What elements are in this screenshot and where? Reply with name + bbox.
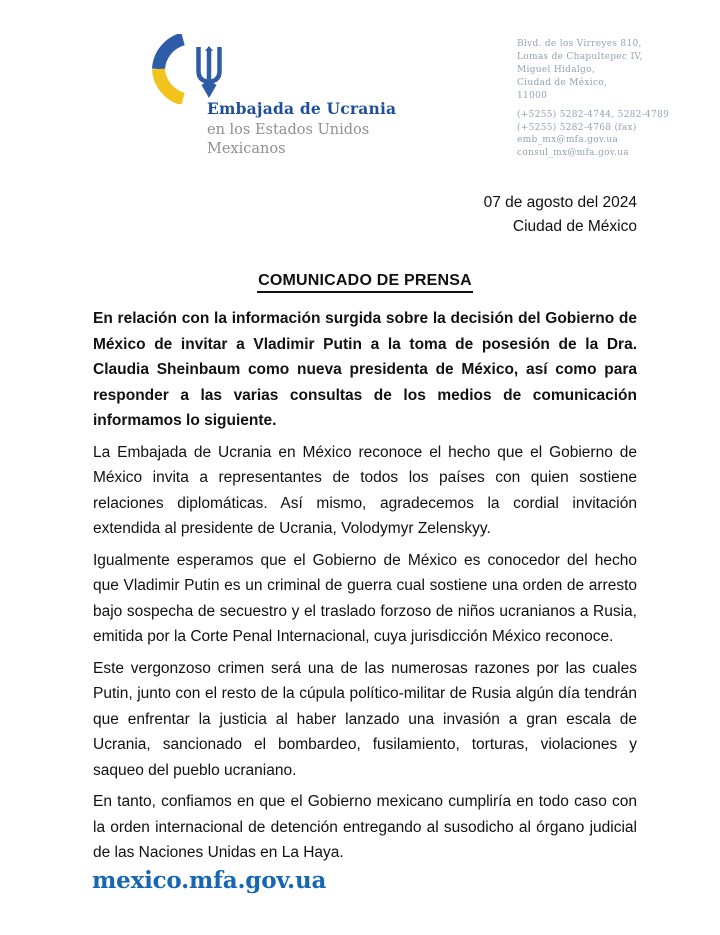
address-line: Blvd. de los Virreyes 810,	[517, 39, 642, 49]
date-text: 07 de agosto del 2024	[483, 194, 637, 211]
address-line: 11000	[517, 91, 548, 101]
fax-line: (+5255) 5282-4768 (fax)	[517, 122, 637, 133]
contact-block	[517, 109, 669, 159]
address-line: Miguel Hidalgo,	[517, 65, 595, 75]
ukraine-crescent-arc-icon	[152, 34, 188, 109]
paragraph-hague: En tanto, confiamos en que el Gobierno mexicano cumpliría en todo caso con la orden internacional de detención entregando al susodicho al órgano judicial de las Naciones Unidas en La Haya.	[93, 793, 637, 861]
document-title: COMUNICADO DE PRENSA	[93, 272, 637, 293]
embassy-email-link[interactable]: emb_mx@mfa.gov.ua	[517, 135, 619, 145]
dateline	[484, 191, 637, 238]
document-body	[93, 306, 637, 872]
consular-email-link[interactable]: consul_mx@mfa.gov.ua	[517, 147, 629, 158]
address-line: Lomas de Chapultepec IV,	[517, 52, 643, 62]
embassy-subtitle-line2: Mexicanos	[207, 141, 286, 157]
embassy-website-link[interactable]: mexico.mfa.gov.ua	[92, 867, 327, 894]
paragraph-intro: En relación con la información surgida sobre la decisión del Gobierno de México de invitar a Vladimir Putin a la toma de posesión de la Dra. Claudia Sheinbaum como nueva presidenta de México, así como para responder a las varias consultas de los medios de comunicación informamos lo siguiente.	[93, 310, 637, 429]
embassy-name: Embajada de Ucrania	[207, 99, 397, 118]
address-line: Ciudad de México,	[517, 78, 608, 88]
embassy-address-block	[517, 38, 669, 159]
paragraph-recognition: La Embajada de Ucrania en México reconoce el hecho que el Gobierno de México invita a representantes de todos los países con quien sostiene relaciones diplomáticas. Así mismo, agradecemos la cordial invitación extendida al presidente de Ucrania, Volodymyr Zelenskyy.	[93, 443, 637, 537]
paragraph-justice: Este vergonzoso crimen será una de las numerosas razones por las cuales Putin, junto con el resto de la cúpula político-militar de Rusia algún día tendrán que enfrentar la justicia al haber lanzado una invasión a gran escala de Ucrania, sancionado el bombardeo, fusilamiento, torturas, violaciones y saqueo del pueblo ucraniano.	[93, 659, 637, 779]
ukraine-trident-icon	[194, 45, 224, 104]
paragraph-icc-warrant: Igualmente esperamos que el Gobierno de México es conocedor del hecho que Vladimir Putin es un criminal de guerra cual sostiene una orden de arresto bajo sospecha de secuestro y el traslado forzoso de niños ucranianos a Rusia, emitida por la Corte Penal Internacional, cuya jurisdicción México reconoce.	[93, 551, 637, 645]
embassy-subtitle	[207, 121, 369, 159]
city-text: Ciudad de México	[512, 217, 637, 235]
phone-line: (+5255) 5282-4744, 5282-4789	[517, 110, 670, 120]
embassy-subtitle-line1: en los Estados Unidos	[207, 122, 370, 138]
